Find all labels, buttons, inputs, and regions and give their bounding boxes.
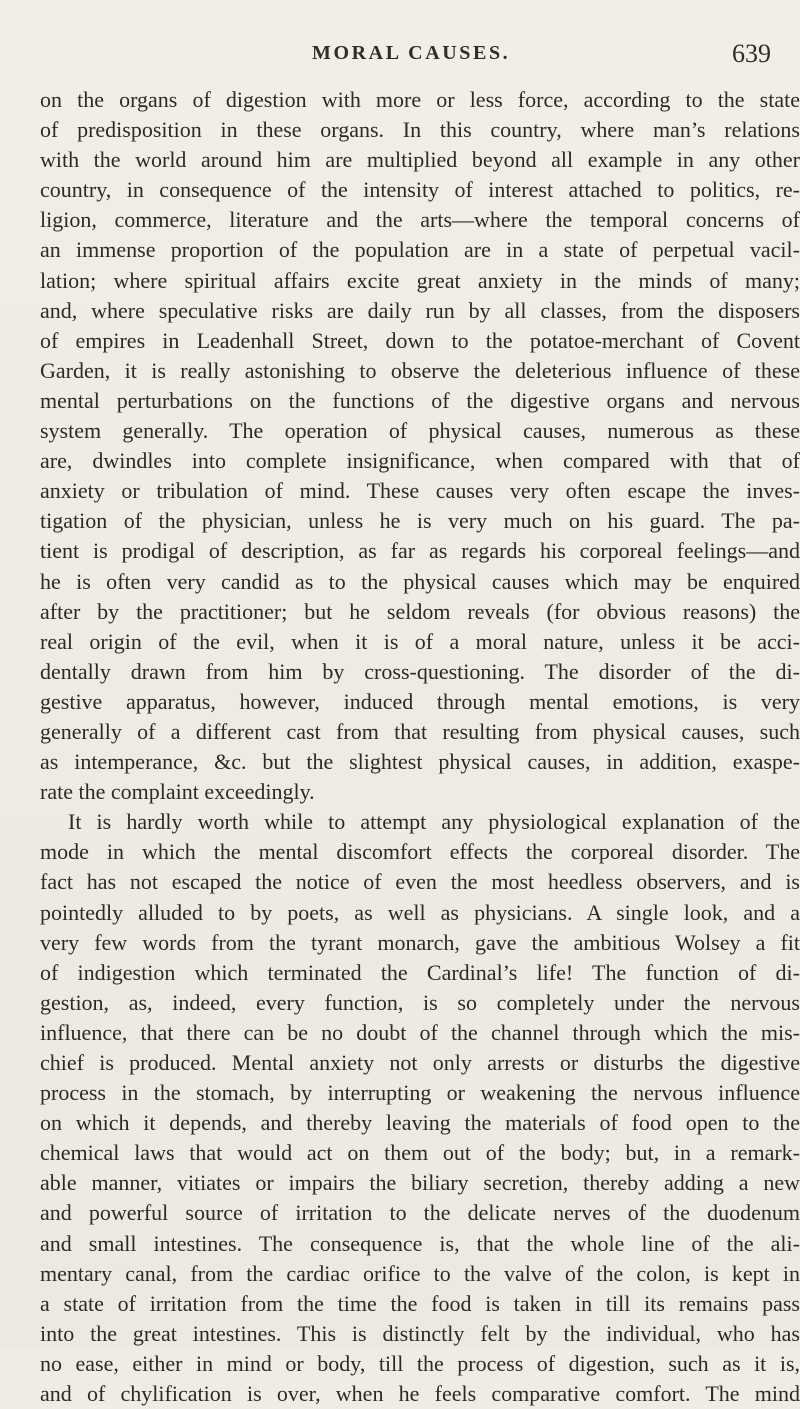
text-line: tient is prodigal of description, as far as regards his corporeal feelings—and xyxy=(40,538,800,564)
text-line: mentary canal, from the cardiac orifice to the valve of the colon, is kept in xyxy=(40,1260,800,1286)
text-line: system generally. The operation of physical causes, numerous as these xyxy=(40,418,800,444)
text-line: rate the complaint exceedingly. xyxy=(40,779,315,805)
running-head xyxy=(40,39,800,70)
text-line: very few words from the tyrant monarch, gave the ambitious Wolsey a fit xyxy=(40,929,800,955)
text-line: able manner, vitiates or impairs the biliary secretion, thereby adding a new xyxy=(40,1170,800,1196)
text-line: dentally drawn from him by cross-questioning. The disorder of the di- xyxy=(40,658,800,684)
text-line: mode in which the mental discomfort effects the corporeal disorder. The xyxy=(40,839,800,865)
text-line: pointedly alluded to by poets, as well as physicians. A single look, and a xyxy=(40,899,800,925)
text-line: into the great intestines. This is distinctly felt by the individual, who has xyxy=(40,1320,800,1346)
body-text xyxy=(40,85,800,1409)
running-head-title: MORAL CAUSES. xyxy=(312,42,511,64)
text-line: ligion, commerce, literature and the arts—where the temporal concerns of xyxy=(40,207,800,233)
text-line: generally of a different cast from that resulting from physical causes, such xyxy=(40,718,800,744)
text-line: It is hardly worth while to attempt any physiological explanation of the xyxy=(68,809,800,835)
text-line: tigation of the physician, unless he is very much on his guard. The pa- xyxy=(40,508,800,534)
text-line: with the world around him are multiplied beyond all example in any other xyxy=(40,147,800,173)
text-line: and, where speculative risks are daily run by all classes, from the disposers xyxy=(40,297,800,323)
text-line: of indigestion which terminated the Cardinal’s life! The function of di- xyxy=(40,959,800,985)
text-line: fact has not escaped the notice of even the most heedless observers, and is xyxy=(40,869,800,895)
text-line: on which it depends, and thereby leaving the materials of food open to the xyxy=(40,1110,800,1136)
text-line: after by the practitioner; but he seldom reveals (for obvious reasons) the xyxy=(40,598,800,624)
text-line: are, dwindles into complete insignificance, when compared with that of xyxy=(40,448,800,474)
text-line: of empires in Leadenhall Street, down to the potatoe-merchant of Covent xyxy=(40,327,800,353)
text-line: Garden, it is really astonishing to observe the deleterious influence of these xyxy=(40,357,800,383)
text-line: as intemperance, &c. but the slightest physical causes, in addition, exaspe- xyxy=(40,749,800,775)
text-line: gestion, as, indeed, every function, is so completely under the nervous xyxy=(40,989,800,1015)
text-line: of predisposition in these organs. In this country, where man’s relations xyxy=(40,117,800,143)
page-number: 639 xyxy=(732,39,771,68)
text-line: mental perturbations on the functions of the digestive organs and nervous xyxy=(40,387,800,413)
text-line: on the organs of digestion with more or less force, according to the state xyxy=(40,87,800,112)
text-line: and of chylification is over, when he feels comparative comfort. The mind xyxy=(40,1381,800,1407)
text-line: country, in consequence of the intensity of interest attached to politics, re- xyxy=(40,177,800,203)
text-line: anxiety or tribulation of mind. These causes very often escape the inves- xyxy=(40,478,800,504)
text-line: influence, that there can be no doubt of the channel through which the mis- xyxy=(40,1019,800,1045)
text-line: real origin of the evil, when it is of a moral nature, unless it be acci- xyxy=(40,628,800,654)
text-line: an immense proportion of the population are in a state of perpetual vacil- xyxy=(40,237,800,263)
text-line: a state of irritation from the time the food is taken in till its remains pass xyxy=(40,1290,800,1316)
text-line: and powerful source of irritation to the delicate nerves of the duodenum xyxy=(40,1200,800,1226)
text-line: chief is produced. Mental anxiety not only arrests or disturbs the digestive xyxy=(40,1050,800,1075)
text-line: chemical laws that would act on them out of the body; but, in a remark- xyxy=(40,1140,800,1166)
text-line: gestive apparatus, however, induced through mental emotions, is very xyxy=(40,688,800,714)
text-line: no ease, either in mind or body, till the process of digestion, such as it is, xyxy=(40,1350,800,1376)
text-line: process in the stomach, by interrupting or weakening the nervous influence xyxy=(40,1080,800,1106)
text-line: lation; where spiritual affairs excite great anxiety in the minds of many; xyxy=(40,267,800,293)
text-line: he is often very candid as to the physical causes which may be enquired xyxy=(40,568,800,594)
text-line: and small intestines. The consequence is, that the whole line of the ali- xyxy=(40,1230,800,1256)
